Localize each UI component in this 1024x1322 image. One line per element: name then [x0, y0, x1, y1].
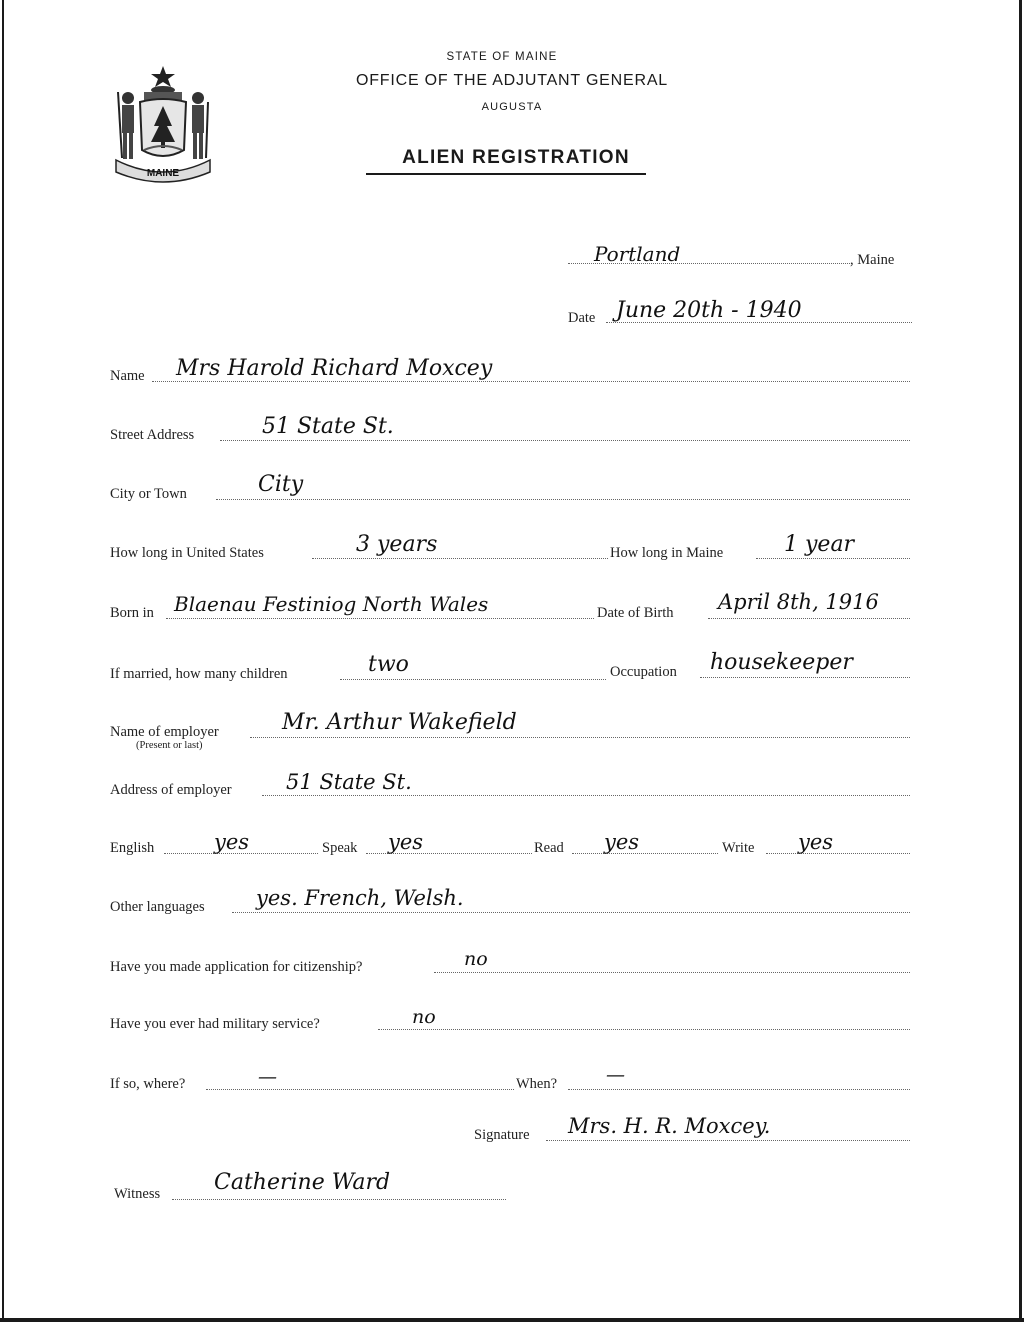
where-value: —	[258, 1066, 277, 1088]
scan-border-left	[2, 0, 4, 1322]
us-duration-label: How long in United States	[110, 545, 264, 561]
signature-value: Mrs. H. R. Moxcey.	[568, 1114, 771, 1138]
other-languages-field-line	[232, 912, 910, 913]
where-label: If so, where?	[110, 1076, 186, 1092]
dob-label: Date of Birth	[597, 605, 674, 621]
write-label: Write	[722, 840, 755, 856]
name-label: Name	[110, 368, 145, 384]
born-field-line	[166, 618, 594, 619]
speak-value: yes	[388, 830, 424, 854]
dob-field-line	[708, 618, 910, 619]
when-label: When?	[516, 1076, 558, 1092]
employer-value: Mr. Arthur Wakefield	[282, 710, 517, 735]
english-value: yes	[214, 830, 250, 854]
city-heading: AUGUSTA	[481, 101, 543, 113]
born-value: Blaenau Festiniog North Wales	[174, 592, 489, 616]
when-field-line	[568, 1089, 910, 1090]
date-value: June 20th - 1940	[616, 298, 802, 323]
city-field-line	[216, 499, 910, 500]
military-value: no	[412, 1006, 436, 1028]
place-value: Portland	[594, 242, 681, 266]
form-title: ALIEN REGISTRATION	[402, 147, 630, 168]
employer-sublabel: (Present or last)	[136, 740, 203, 751]
name-field-line	[152, 381, 910, 382]
employer-address-field-line	[262, 795, 910, 796]
employer-address-label: Address of employer	[110, 782, 232, 798]
witness-label: Witness	[114, 1186, 161, 1202]
street-field-line	[220, 440, 910, 441]
scan-border-bottom	[0, 1318, 1024, 1322]
military-label: Have you ever had military service?	[110, 1016, 320, 1032]
signature-field-line	[546, 1140, 910, 1141]
when-value: —	[606, 1064, 625, 1086]
english-label: English	[110, 840, 155, 856]
witness-value: Catherine Ward	[214, 1170, 391, 1195]
citizenship-value: no	[464, 948, 488, 970]
employer-address-value: 51 State St.	[286, 770, 412, 794]
place-suffix-label: , Maine	[850, 252, 895, 268]
occupation-field-line	[700, 677, 910, 678]
employer-field-line	[250, 737, 910, 738]
citizenship-field-line	[434, 972, 910, 973]
other-languages-label: Other languages	[110, 899, 205, 915]
name-value: Mrs Harold Richard Moxcey	[176, 356, 493, 381]
read-label: Read	[534, 840, 564, 856]
date-label: Date	[568, 310, 596, 326]
children-value: two	[368, 652, 409, 677]
us-duration-field-line	[312, 558, 608, 559]
employer-label: Name of employer	[110, 724, 219, 740]
title-underline	[366, 173, 646, 175]
state-heading: STATE OF MAINE	[446, 51, 558, 63]
write-value: yes	[798, 830, 834, 854]
seal-text: MAINE	[146, 168, 180, 179]
born-label: Born in	[110, 605, 154, 621]
city-label: City or Town	[110, 486, 187, 502]
occupation-label: Occupation	[610, 664, 677, 680]
scan-border-right	[1019, 0, 1022, 1322]
maine-duration-label: How long in Maine	[610, 545, 724, 561]
maine-duration-value: 1 year	[784, 532, 855, 557]
write-field-line	[766, 853, 910, 854]
military-field-line	[378, 1029, 910, 1030]
other-languages-value: yes. French, Welsh.	[256, 886, 464, 910]
where-field-line	[206, 1089, 514, 1090]
witness-field-line	[172, 1199, 506, 1200]
city-value: City	[258, 472, 304, 497]
occupation-value: housekeeper	[710, 650, 853, 675]
dob-value: April 8th, 1916	[718, 590, 879, 614]
signature-label: Signature	[474, 1127, 530, 1143]
maine-duration-field-line	[756, 558, 910, 559]
speak-label: Speak	[322, 840, 358, 856]
read-field-line	[572, 853, 718, 854]
street-label: Street Address	[110, 427, 195, 443]
read-value: yes	[604, 830, 640, 854]
us-duration-value: 3 years	[356, 532, 438, 557]
children-field-line	[340, 679, 606, 680]
office-heading: OFFICE OF THE ADJUTANT GENERAL	[355, 72, 669, 89]
street-value: 51 State St.	[262, 414, 394, 439]
citizenship-label: Have you made application for citizenship?	[110, 959, 363, 975]
children-label: If married, how many children	[110, 666, 288, 682]
